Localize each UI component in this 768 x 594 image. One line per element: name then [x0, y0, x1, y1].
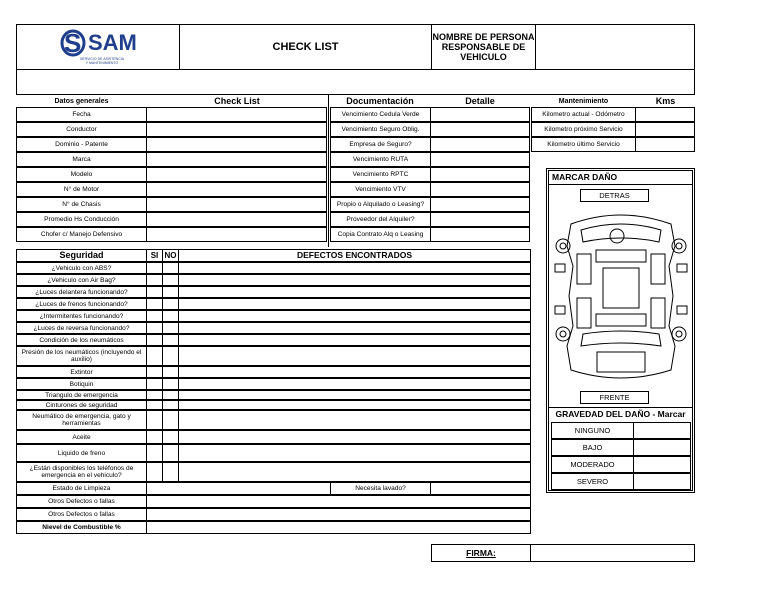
vehicle-diagram[interactable] [551, 206, 691, 386]
datos-label: Modelo [70, 171, 93, 178]
datos-value-field[interactable] [146, 212, 327, 227]
datos-value-field[interactable] [146, 107, 327, 122]
defect-field[interactable] [178, 262, 531, 274]
doc-label: Vencimiento RPTC [352, 171, 409, 178]
mant-header: Mantenimiento [558, 97, 609, 105]
datos-value-field[interactable] [146, 137, 327, 152]
si-checkbox[interactable] [146, 366, 163, 378]
seguridad-label: Cinturones de seguridad [45, 401, 118, 409]
datos-label: Conductor [66, 126, 97, 133]
si-checkbox[interactable] [146, 400, 163, 410]
detras-label: DETRAS [580, 189, 649, 202]
otros-row-2-label: Otros Defectos o fallas [48, 511, 115, 518]
seguridad-label: Botiquin [69, 380, 94, 388]
doc-value-field[interactable] [430, 167, 530, 182]
si-checkbox[interactable] [146, 378, 163, 390]
si-checkbox[interactable] [146, 430, 163, 444]
gravedad-label: BAJO [582, 443, 603, 452]
doc-label: Vencimiento RUTA [352, 156, 409, 163]
no-checkbox[interactable] [162, 298, 179, 310]
defect-field[interactable] [178, 430, 531, 444]
no-checkbox[interactable] [162, 410, 179, 430]
defect-field[interactable] [178, 322, 531, 334]
doc-value-field[interactable] [430, 122, 530, 137]
datos-value-field[interactable] [146, 227, 327, 242]
seguridad-label: ¿Vehiculo con ABS? [51, 264, 112, 272]
datos-value-field[interactable] [146, 167, 327, 182]
responsible-label: NOMBRE DE PERSONA RESPONSABLE DE VEHICULO [432, 32, 535, 62]
seguridad-label: Condición de los neumáticos [39, 336, 124, 344]
responsible-value[interactable] [536, 24, 695, 70]
doc-value-field[interactable] [430, 212, 530, 227]
no-checkbox[interactable] [162, 444, 179, 462]
damage-title: MARCAR DAÑO [552, 171, 618, 182]
lavado-label: Necesita lavado? [355, 485, 406, 492]
defect-field[interactable] [178, 310, 531, 322]
doc-label: Empresa de Seguro? [349, 141, 412, 148]
datos-label: N° de Chasis [62, 201, 101, 208]
seguridad-label: ¿Están disponibles los teléfonos de emergencia en el vehiculo? [29, 465, 134, 479]
page-title: CHECK LIST [272, 40, 339, 53]
defect-field[interactable] [178, 462, 531, 482]
datos-checklist-header: Check List [214, 95, 260, 106]
gravedad-mark-field[interactable] [633, 456, 691, 473]
no-checkbox[interactable] [162, 286, 179, 298]
firma-field[interactable] [531, 545, 694, 561]
seguridad-label: Presión de los neumáticos (incluyendo el auxilio) [21, 349, 142, 363]
no-checkbox[interactable] [162, 366, 179, 378]
doc-label: Proveedor del Alquiler? [346, 216, 415, 223]
doc-value-field[interactable] [430, 197, 530, 212]
seguridad-label: ¿Intermitentes funcionando? [39, 312, 124, 320]
no-checkbox[interactable] [162, 274, 179, 286]
datos-label: Promedio Hs Conducción [44, 216, 119, 223]
defect-field[interactable] [178, 298, 531, 310]
mant-value-field[interactable] [635, 107, 695, 122]
seguridad-header: Seguridad [59, 250, 104, 260]
si-checkbox[interactable] [146, 262, 163, 274]
datos-value-field[interactable] [146, 197, 327, 212]
defect-field[interactable] [178, 274, 531, 286]
no-checkbox[interactable] [162, 346, 179, 366]
seguridad-label: ¿Luces delantera funcionando? [35, 288, 128, 296]
datos-label: Chofer c/ Manejo Defensivo [40, 231, 123, 238]
datos-label: Marca [72, 156, 91, 163]
no-header: NO [164, 251, 177, 260]
defect-field[interactable] [178, 410, 531, 430]
datos-label: N° de Motor [63, 186, 100, 193]
si-checkbox[interactable] [146, 274, 163, 286]
lavado-field[interactable] [430, 482, 531, 495]
defect-field[interactable] [178, 334, 531, 346]
car-outline-icon [551, 206, 691, 386]
defect-field[interactable] [178, 286, 531, 298]
datos-value-field[interactable] [146, 182, 327, 197]
defect-field[interactable] [178, 378, 531, 390]
doc-label: Copia Contrato Alq o Leasing [337, 231, 424, 238]
firma-label-text: FIRMA: [466, 547, 496, 558]
logo-sub2: Y MANTENIMIENTO [85, 61, 119, 65]
seguridad-label: ¿Vehiculo con Air Bag? [47, 276, 116, 284]
seguridad-label: Neumático de emergencia, gato y herramientas [32, 413, 131, 427]
defect-field[interactable] [178, 444, 531, 462]
gravedad-mark-field[interactable] [633, 439, 691, 456]
no-checkbox[interactable] [162, 334, 179, 346]
defect-field[interactable] [178, 346, 531, 366]
no-checkbox[interactable] [162, 322, 179, 334]
mant-label: Kilometro actual - Odómetro [542, 111, 625, 118]
doc-label: Vencimiento Seguro Oblig. [341, 126, 420, 133]
otros-row-1-field[interactable] [146, 495, 531, 508]
doc-label: Vencimiento VTV [355, 186, 406, 193]
blank-band [16, 69, 695, 95]
doc-label: Vencimiento Cedula Verde [341, 111, 420, 118]
seguridad-label: ¿Luces de frenos funcionando? [35, 300, 128, 308]
combustible-row-field[interactable] [146, 521, 531, 534]
gravedad-label: NINGUNO [574, 426, 611, 435]
si-checkbox[interactable] [146, 444, 163, 462]
datos-label: Dominio - Patente [55, 141, 108, 148]
doc-header: Documentación [346, 95, 414, 106]
mant-kms-header: Kms [655, 95, 676, 106]
otros-row-2-field[interactable] [146, 508, 531, 521]
firma-label [432, 544, 530, 562]
logo-sub1: SERVICIO DE ASISTENCIA [79, 57, 125, 61]
gravedad-label: SEVERO [576, 477, 609, 486]
seguridad-label: Aceite [72, 433, 91, 441]
limpieza-field[interactable] [146, 482, 331, 495]
si-checkbox[interactable] [146, 310, 163, 322]
divider [328, 95, 329, 247]
doc-value-field[interactable] [430, 137, 530, 152]
doc-value-field[interactable] [430, 227, 530, 242]
mant-value-field[interactable] [635, 122, 695, 137]
mant-label: Kilometro próximo Servicio [544, 126, 623, 133]
gravedad-title: GRAVEDAD DEL DAÑO - Marcar [555, 408, 686, 419]
logo-text: SAM [88, 30, 137, 55]
datos-header: Datos generales [54, 97, 109, 105]
seguridad-label: Triangulo de emergencia [45, 391, 118, 399]
limpieza-label: Estado de Limpieza [52, 485, 111, 492]
si-checkbox[interactable] [146, 346, 163, 366]
si-checkbox[interactable] [146, 334, 163, 346]
doc-detail-header: Detalle [465, 95, 495, 106]
si-checkbox[interactable] [146, 286, 163, 298]
combustible-row-label: Nievel de Combustible % [42, 524, 121, 531]
svg-text:S: S [64, 28, 82, 58]
mant-label: Kilometro último Servicio [547, 141, 620, 148]
no-checkbox[interactable] [162, 378, 179, 390]
doc-label: Propio o Alquilado o Leasing? [336, 201, 425, 208]
si-checkbox[interactable] [146, 298, 163, 310]
si-checkbox[interactable] [146, 390, 163, 400]
datos-value-field[interactable] [146, 152, 327, 167]
si-header: SI [150, 251, 159, 260]
defect-field[interactable] [178, 390, 531, 400]
defects-header: DEFECTOS ENCONTRADOS [296, 250, 413, 260]
gravedad-label: MODERADO [570, 460, 615, 469]
frente-label: FRENTE [580, 391, 649, 404]
doc-value-field[interactable] [430, 107, 530, 122]
no-checkbox[interactable] [162, 262, 179, 274]
gravedad-mark-field[interactable] [633, 473, 691, 490]
si-checkbox[interactable] [146, 322, 163, 334]
doc-value-field[interactable] [430, 182, 530, 197]
defect-field[interactable] [178, 366, 531, 378]
gravedad-mark-field[interactable] [633, 422, 691, 439]
no-checkbox[interactable] [162, 400, 179, 410]
datos-label: Fecha [72, 111, 91, 118]
seguridad-label: Extintor [70, 368, 93, 376]
no-checkbox[interactable] [162, 390, 179, 400]
datos-value-field[interactable] [146, 122, 327, 137]
no-checkbox[interactable] [162, 310, 179, 322]
no-checkbox[interactable] [162, 462, 179, 482]
mant-value-field[interactable] [635, 137, 695, 152]
defect-field[interactable] [178, 400, 531, 410]
seguridad-label: ¿Luces de reversa funcionando? [33, 324, 130, 332]
si-checkbox[interactable] [146, 462, 163, 482]
si-checkbox[interactable] [146, 410, 163, 430]
no-checkbox[interactable] [162, 430, 179, 444]
otros-row-1-label: Otros Defectos o fallas [48, 498, 115, 505]
doc-value-field[interactable] [430, 152, 530, 167]
seguridad-label: Liquido de freno [57, 449, 106, 457]
